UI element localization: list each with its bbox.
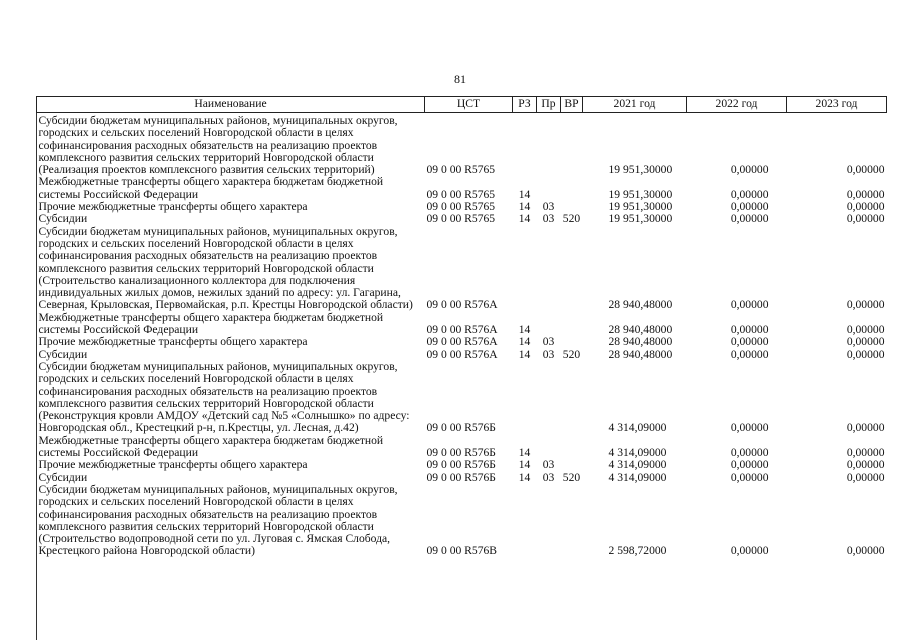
cell-rz: 14 [518, 212, 531, 226]
table-row [37, 226, 887, 312]
cell-cst: 09 0 00 R576В [426, 544, 498, 558]
cell-pr: 03 [542, 335, 555, 349]
cell-rz [513, 484, 537, 558]
cell-y2021: 4 314,09000 [608, 470, 667, 484]
page-number: 81 [454, 72, 466, 86]
table-header [37, 97, 887, 113]
table-row [37, 213, 887, 225]
header-name: Наименование [37, 97, 425, 113]
cell-y2023: 0,00000 [846, 298, 885, 312]
cell-y2021: 4 314,09000 [608, 446, 667, 460]
cell-y2023: 0,00000 [846, 323, 885, 337]
cell-name: Прочие межбюджетные трансферты общего характера [38, 335, 308, 349]
cell-cst: 09 0 00 R576А [426, 298, 498, 312]
table-row [37, 113, 887, 177]
cell-y2022: 0,00000 [730, 470, 769, 484]
header-2021: 2021 год [583, 97, 687, 113]
cell-cst: 09 0 00 R5765 [426, 200, 496, 214]
cell-y2022: 0,00000 [730, 163, 769, 177]
cell-y2021: 28 940,48000 [608, 335, 673, 349]
cell-name: Субсидии бюджетам муниципальных районов, муниципальных округов, городских и сельских поселений Новгородской области в целях софинансирования расходных обязательств на реализацию проектов комплексного развития сельских территорий Новгородской области (Реализация проектов комплексного развития сельских территорий) [38, 114, 398, 177]
cell-name: Прочие межбюджетные трансферты общего характера [38, 458, 308, 472]
cell-rz [513, 113, 537, 177]
cell-y2021: 28 940,48000 [608, 323, 673, 337]
cell-pr [537, 484, 561, 558]
cell-cst: 09 0 00 R576Б [426, 458, 496, 472]
cell-y2021: 19 951,30000 [608, 212, 673, 226]
cell-vr [561, 336, 583, 348]
cell-y2022: 0,00000 [730, 298, 769, 312]
table-row [37, 435, 887, 460]
cell-y2022: 0,00000 [730, 335, 769, 349]
cell-cst: 09 0 00 R576А [426, 347, 498, 361]
cell-name: Межбюджетные трансферты общего характера бюджетам бюджетной системы Российской Федерации [38, 310, 384, 337]
cell-pr [537, 435, 561, 460]
cell-pr [537, 113, 561, 177]
cell-y2022: 0,00000 [730, 212, 769, 226]
cell-y2023: 0,00000 [846, 187, 885, 201]
cell-name: Межбюджетные трансферты общего характера бюджетам бюджетной системы Российской Федерации [38, 175, 384, 201]
cell-y2022: 0,00000 [730, 421, 769, 435]
cell-name: Субсидии [38, 470, 88, 484]
cell-name: Субсидии бюджетам муниципальных районов, муниципальных округов, городских и сельских поселений Новгородской области в целях софинансирования расходных обязательств на реализацию проектов комплексного развития сельских территорий Новгородской области (Строительство водопроводной сети по ул. Луговая с. Ямская Слобода, Крестецкого района Новгородской области) [38, 482, 398, 558]
cell-y2023: 0,00000 [846, 347, 885, 361]
cell-name: Субсидии бюджетам муниципальных районов, муниципальных округов, городских и сельских поселений Новгородской области в целях софинансирования расходных обязательств на реализацию проектов комплексного развития сельских территорий Новгородской области (Строительство канализационного коллектора для подключения индивидуальных жилых домов, нежилых зданий по адресу: ул. Гагарина, Северная, Крыловская, Первомайская, р.п. Крестцы Новгородской области) [38, 224, 413, 312]
cell-vr [561, 435, 583, 460]
cell-rz [513, 226, 537, 312]
cell-rz: 14 [518, 347, 531, 361]
header-rz: РЗ [513, 97, 537, 113]
cell-cst: 09 0 00 R576Б [426, 470, 496, 484]
cell-pr: 03 [542, 347, 555, 361]
cell-y2021: 19 951,30000 [608, 187, 673, 201]
cell-y2023: 0,00000 [846, 470, 885, 484]
cell-pr [537, 226, 561, 312]
header-2023: 2023 год [787, 97, 887, 113]
cell-pr: 03 [542, 470, 555, 484]
cell-y2023: 0,00000 [846, 212, 885, 226]
cell-y2023: 0,00000 [846, 335, 885, 349]
cell-vr [561, 361, 583, 435]
header-vr: ВР [561, 97, 583, 113]
cell-pr [537, 312, 561, 337]
cell-cst: 09 0 00 R576А [426, 335, 498, 349]
cell-vr: 520 [562, 470, 581, 484]
cell-cst: 09 0 00 R5765 [426, 212, 496, 226]
cell-y2022: 0,00000 [730, 446, 769, 460]
header-2022: 2022 год [687, 97, 787, 113]
cell-y2021: 28 940,48000 [608, 298, 673, 312]
cell-y2022: 0,00000 [730, 544, 769, 558]
header-cst: ЦСТ [425, 97, 513, 113]
cell-rz: 14 [518, 335, 531, 349]
cell-cst: 09 0 00 R576Б [426, 446, 496, 460]
cell-vr [561, 484, 583, 558]
cell-cst: 09 0 00 R5765 [426, 163, 496, 177]
cell-name: Субсидии [38, 347, 88, 361]
table-row [37, 484, 887, 558]
cell-rz: 14 [518, 458, 531, 472]
cell-name: Прочие межбюджетные трансферты общего характера [38, 200, 308, 214]
cell-vr [561, 176, 583, 201]
cell-pr: 03 [542, 200, 555, 214]
cell-vr: 520 [562, 347, 581, 361]
table-row [37, 361, 887, 435]
cell-y2022: 0,00000 [730, 347, 769, 361]
table-row [37, 336, 887, 348]
cell-rz: 14 [518, 470, 531, 484]
table-row [37, 312, 887, 337]
cell-rz: 14 [518, 200, 531, 214]
header-pr: Пр [537, 97, 561, 113]
cell-rz [513, 361, 537, 435]
table-row [37, 176, 887, 201]
cell-y2023: 0,00000 [846, 163, 885, 177]
cell-rz: 14 [518, 323, 531, 337]
cell-vr [561, 113, 583, 177]
budget-table [36, 96, 887, 558]
cell-y2023: 0,00000 [846, 421, 885, 435]
cell-y2022: 0,00000 [730, 323, 769, 337]
cell-vr [561, 312, 583, 337]
cell-y2021: 2 598,72000 [608, 544, 667, 558]
cell-vr [561, 226, 583, 312]
cell-y2022: 0,00000 [730, 458, 769, 472]
cell-y2023: 0,00000 [846, 200, 885, 214]
cell-pr: 03 [542, 458, 555, 472]
cell-pr [537, 176, 561, 201]
cell-y2021: 28 940,48000 [608, 347, 673, 361]
cell-cst: 09 0 00 R5765 [426, 187, 496, 201]
cell-y2021: 4 314,09000 [608, 421, 667, 435]
cell-vr [561, 459, 583, 471]
table-row [37, 459, 887, 471]
cell-y2023: 0,00000 [846, 544, 885, 558]
cell-name: Субсидии бюджетам муниципальных районов, муниципальных округов, городских и сельских поселений Новгородской области в целях софинансирования расходных обязательств на реализацию проектов комплексного развития сельских территорий Новгородской области (Реконструкция кровли АМДОУ «Детский сад №5 «Солнышко» по адресу: Новгородская обл., Крестецкий р-н, п.Крестцы, ул. Лесная, д.42) [38, 359, 410, 435]
cell-pr [537, 361, 561, 435]
cell-rz: 14 [518, 187, 531, 201]
cell-cst: 09 0 00 R576Б [426, 421, 496, 435]
cell-vr: 520 [562, 212, 581, 226]
cell-cst: 09 0 00 R576А [426, 323, 498, 337]
cell-y2021: 19 951,30000 [608, 163, 673, 177]
cell-y2021: 4 314,09000 [608, 458, 667, 472]
cell-name: Межбюджетные трансферты общего характера бюджетам бюджетной системы Российской Федерации [38, 433, 384, 460]
cell-name: Субсидии [38, 212, 88, 226]
cell-pr: 03 [542, 212, 555, 226]
cell-y2022: 0,00000 [730, 187, 769, 201]
cell-y2023: 0,00000 [846, 458, 885, 472]
cell-rz: 14 [518, 446, 531, 460]
table-body [37, 113, 887, 558]
cell-y2022: 0,00000 [730, 200, 769, 214]
cell-y2021: 19 951,30000 [608, 200, 673, 214]
cell-y2023: 0,00000 [846, 446, 885, 460]
